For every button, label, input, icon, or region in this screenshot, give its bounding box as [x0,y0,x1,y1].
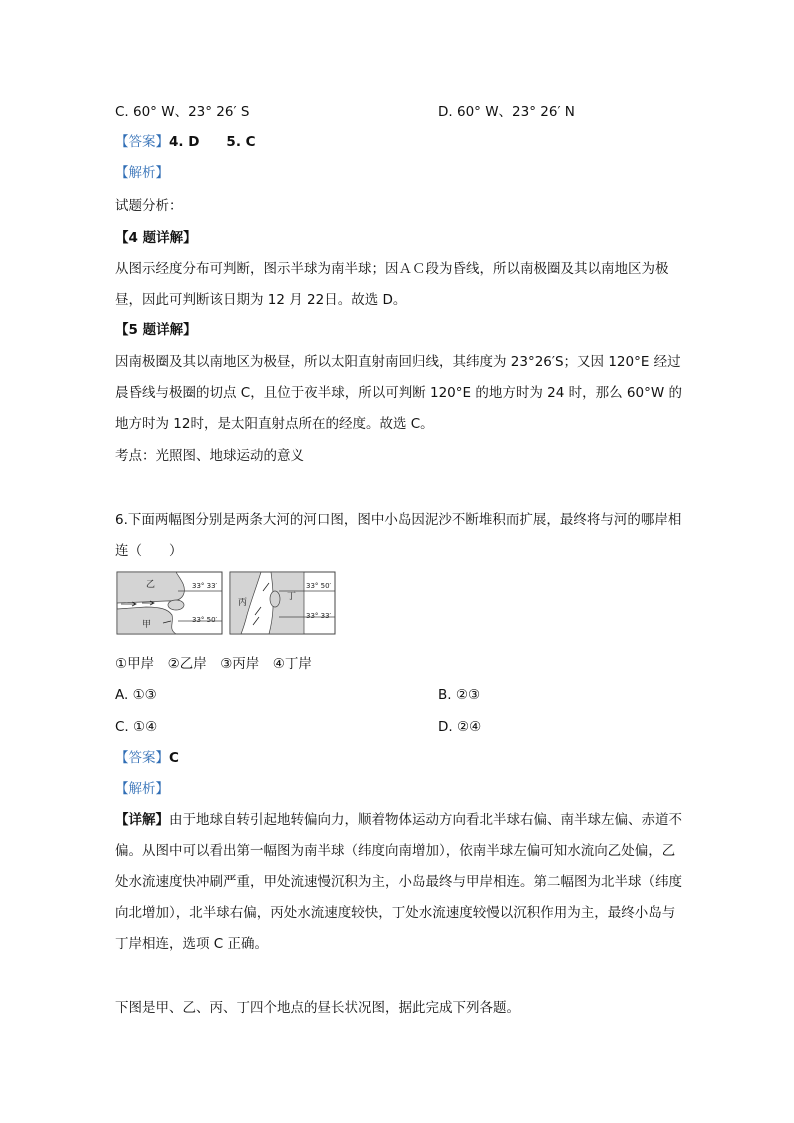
detail-text: 由于地球自转引起地转偏向力，顺着物体运动方向看北半球右偏、南半球左偏、赤道不偏。从图中可以看出第一幅图为南半球（纬度向南增加），依南半球左偏可知水流向乙处偏，乙处水流速度快冲刷严重，甲处流速慢沉积为主，小岛最终与甲岸相连。第二幅图为北半球（纬度向北增加），北半球右偏，丙处水流速度较快，丁处水流速度较慢以沉积作用为主，最终小岛与丁岸相连，选项 C 正确。 [115,812,682,952]
analysis-tag: 【解析】 [115,165,169,181]
q6-option-b: B. ②③ [438,687,481,703]
label-yi: 乙 [146,580,156,590]
q4-heading: 【4 题详解】 [115,230,197,246]
answer-text: 4. D 5. C [169,134,256,150]
map1-lat-top: 33° 33′ [192,582,218,590]
map2-lat-bottom: 33° 33′ [306,612,332,620]
option-d: D. 60° W、23° 26′ N [438,104,575,120]
option-c: C. 60° W、23° 26′ S [115,104,250,120]
next-intro: 下图是甲、乙、丙、丁四个地点的昼长状况图，据此完成下列各题。 [115,1000,520,1016]
detail-paragraph [115,805,685,960]
kaodian: 考点：光照图、地球运动的意义 [115,448,304,464]
answer2-tag: 【答案】 [115,750,169,766]
estuary-map-2 [229,571,336,635]
q4-text: 从图示经度分布可判断，图示半球为南半球；因ＡＣ段为昏线，所以南极圈及其以南地区为极昼，因此可判断该日期为 12 月 22日。故选 D。 [115,261,669,308]
answer2-text: C [169,750,179,766]
detail-tag: 【详解】 [115,812,169,828]
label-bing: 丙 [238,598,248,608]
map1-lat-bottom: 33° 50′ [192,616,218,624]
label-jia: 甲 [142,620,152,630]
answer-tag: 【答案】 [115,134,169,150]
label-ding: 丁 [287,592,297,602]
q6-option-c: C. ①④ [115,719,158,735]
answer2-line [115,748,179,768]
trial-analysis: 试题分析： [115,198,183,214]
q5-text: 因南极圈及其以南地区为极昼，所以太阳直射南回归线，其纬度为 23°26′S；又因 120°E 经过晨昏线与极圈的切点 C，且位于夜半球，所以可判断 120°E 的地方时为 24 时，那么 60°W 的地方时为 12时，是太阳直射点所在的经度。故选 C。 [115,354,682,432]
q5-heading: 【5 题详解】 [115,322,197,338]
q6-stem: 6.下面两幅图分别是两条大河的河口图，图中小岛因泥沙不断堆积而扩展，最终将与河的哪岸相连（ ） [115,512,682,559]
map2-lat-top: 33° 50′ [306,582,332,590]
q6-option-a: A. ①③ [115,687,157,703]
answer-line [115,132,256,152]
analysis2-tag: 【解析】 [115,781,169,797]
q6-choices: ①甲岸 ②乙岸 ③丙岸 ④丁岸 [115,656,312,672]
q6-option-d: D. ②④ [438,719,482,735]
estuary-map-1 [116,571,223,635]
